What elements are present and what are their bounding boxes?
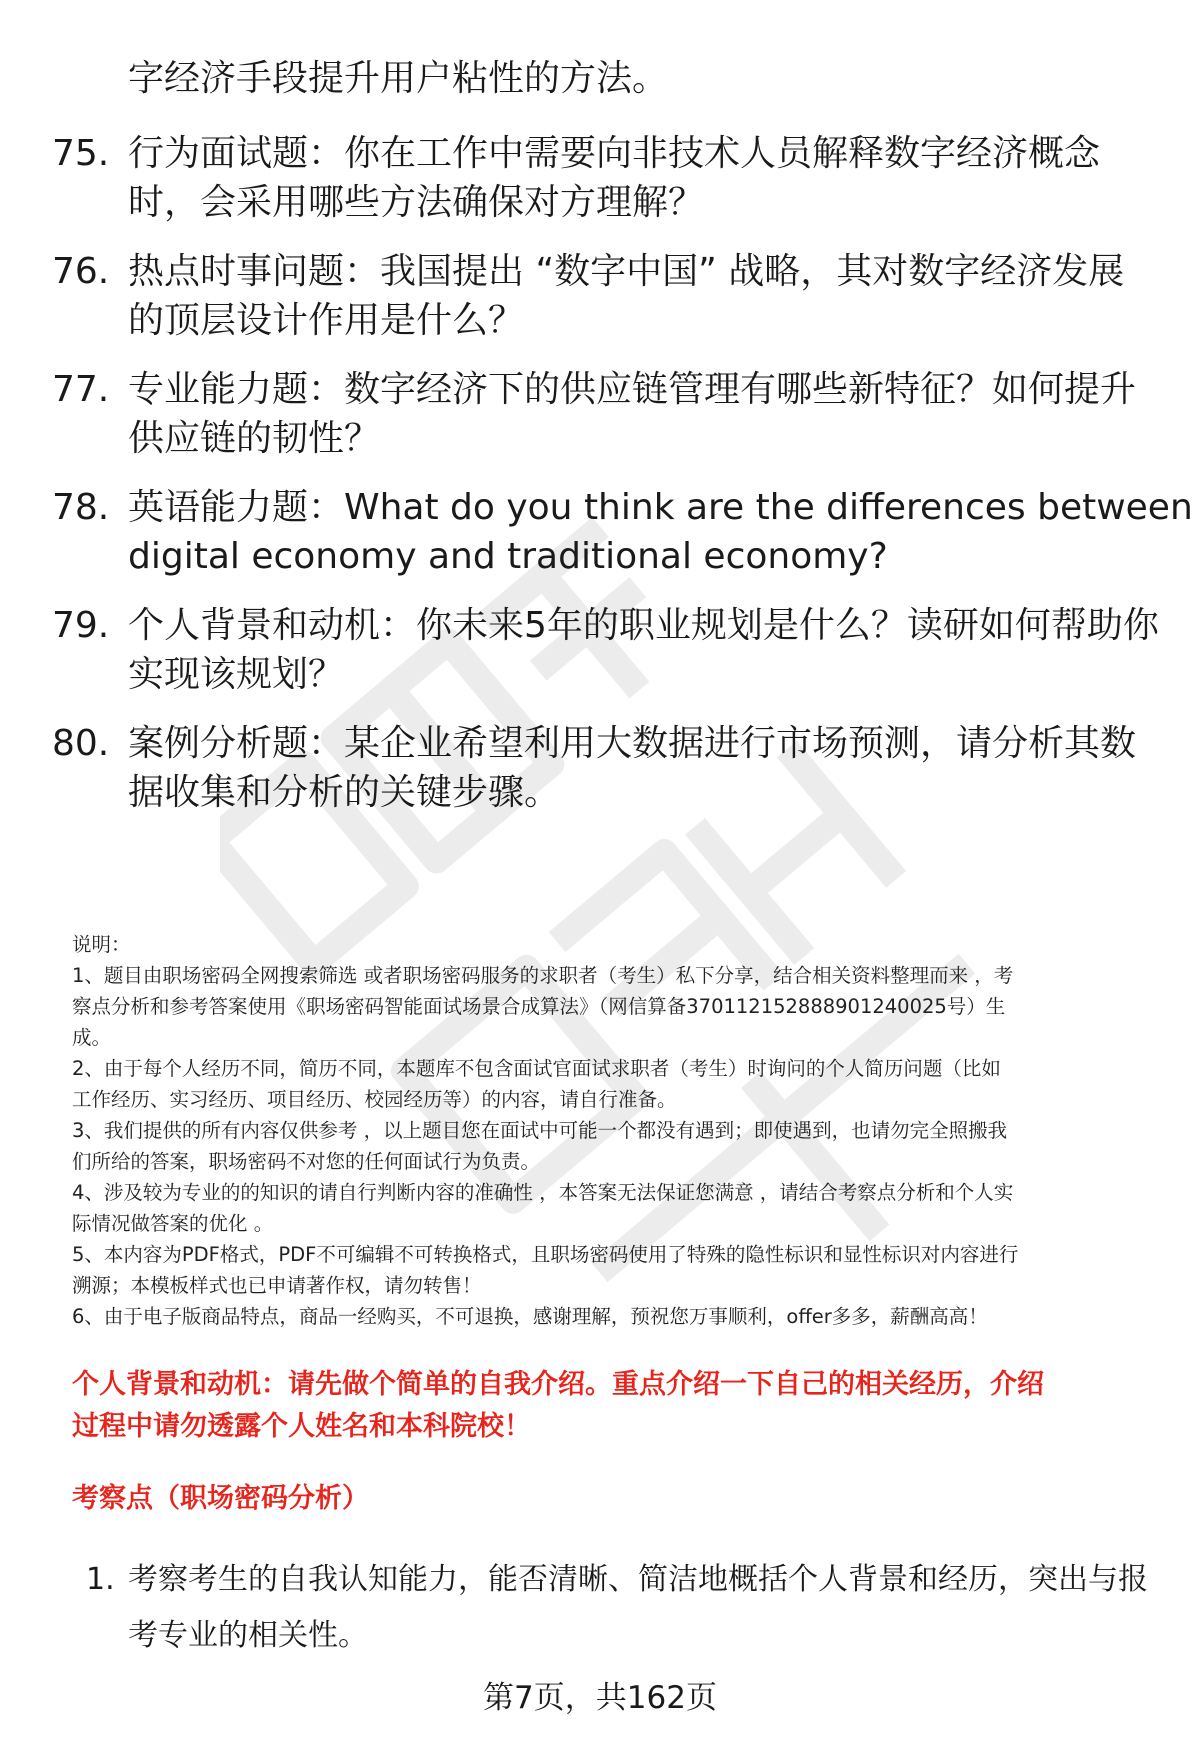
question-80 (52, 719, 1162, 817)
notes-line: 4、涉及较为专业的的知识的请自行判断内容的准确性 ，本答案无法保证您满意 ，请结合考察点分析和个人实 (72, 1181, 1014, 1204)
notes-block (72, 929, 1162, 1332)
notes-line: 际情况做答案的优化 。 (72, 1212, 274, 1235)
notes-line: 5、本内容为PDF格式，PDF不可编辑不可转换格式，且职场密码使用了特殊的隐性标识和显性标识对内容进行 (72, 1243, 1019, 1266)
question-line: 时，会采用哪些方法确保对方理解？ (128, 182, 705, 223)
notes-line: 们所给的答案，职场密码不对您的任何面试行为负责。 (72, 1150, 541, 1173)
question-76 (52, 247, 1162, 345)
question-line: 据收集和分析的关键步骤。 (128, 772, 561, 813)
intro-question (72, 1364, 1172, 1448)
intro-question-line: 过程中请勿透露个人姓名和本科院校！ (72, 1411, 531, 1442)
notes-title: 说明： (72, 933, 131, 956)
exam-point-number: 1. (86, 1562, 115, 1597)
question-line: 实现该规划？ (128, 654, 345, 695)
notes-line: 2、由于每个人经历不同，简历不同，本题库不包含面试官面试求职者（考生）时询问的个人简历问题（比如 (72, 1057, 1001, 1080)
notes-line: 察点分析和参考答案使用《职场密码智能面试场景合成算法》（网信算备370112152888901240025号）生 (72, 995, 1006, 1018)
question-number: 80. (52, 723, 110, 764)
notes-line: 3、我们提供的所有内容仅供参考 ，以上题目您在面试中可能一个都没有遇到；即使遇到，也请勿完全照搬我 (72, 1119, 1008, 1142)
question-line: 的顶层设计作用是什么？ (128, 300, 525, 341)
question-line: 热点时事问题：我国提出 “数字中国” 战略，其对数字经济发展 (128, 251, 1125, 292)
question-line: 英语能力题：What do you think are the differences between (128, 487, 1193, 528)
question-number: 79. (52, 605, 110, 646)
question-line: 个人背景和动机：你未来5年的职业规划是什么？读研如何帮助你 (128, 605, 1159, 646)
notes-line: 溯源；本模板样式也已申请著作权，请勿转售！ (72, 1274, 482, 1297)
question-79 (52, 601, 1162, 699)
question-number: 75. (52, 133, 110, 174)
notes-line: 工作经历、实习经历、项目经历、校园经历等）的内容，请自行准备。 (72, 1088, 677, 1111)
question-line: 供应链的韧性？ (128, 418, 381, 459)
notes-line: 1、题目由职场密码全网搜索筛选 或者职场密码服务的求职者（考生）私下分享，结合相关资料整理而来 ，考 (72, 964, 1014, 987)
question-number: 76. (52, 251, 110, 292)
question-number: 77. (52, 369, 110, 410)
question-number: 78. (52, 487, 110, 528)
question-77 (52, 365, 1162, 463)
exam-point-line: 考察考生的自我认知能力，能否清晰、简洁地概括个人背景和经历，突出与报 (128, 1562, 1148, 1597)
question-line: 专业能力题：数字经济下的供应链管理有哪些新特征？如何提升 (128, 369, 1137, 410)
exam-point-item (86, 1552, 1166, 1664)
exam-point-title: 考察点（职场密码分析） (72, 1483, 369, 1514)
notes-line: 成。 (72, 1026, 112, 1049)
page-footer: 第7页，共162页 (483, 1680, 717, 1716)
exam-point-line: 考专业的相关性。 (128, 1618, 368, 1653)
question-line: 案例分析题：某企业希望利用大数据进行市场预测，请分析其数 (128, 723, 1137, 764)
intro-question-line: 个人背景和动机：请先做个简单的自我介绍。重点介绍一下自己的相关经历，介绍 (72, 1369, 1044, 1400)
question-line: 字经济手段提升用户粘性的方法。 (128, 58, 669, 99)
question-78 (52, 483, 1193, 581)
notes-line: 6、由于电子版商品特点，商品一经购买，不可退换，感谢理解，预祝您万事顺利，offer多多，薪酬高高！ (72, 1305, 988, 1328)
question-continuation (52, 54, 1162, 103)
question-line: 行为面试题：你在工作中需要向非技术人员解释数字经济概念 (128, 133, 1101, 174)
question-line: digital economy and traditional economy? (128, 536, 888, 577)
question-75 (52, 129, 1162, 227)
